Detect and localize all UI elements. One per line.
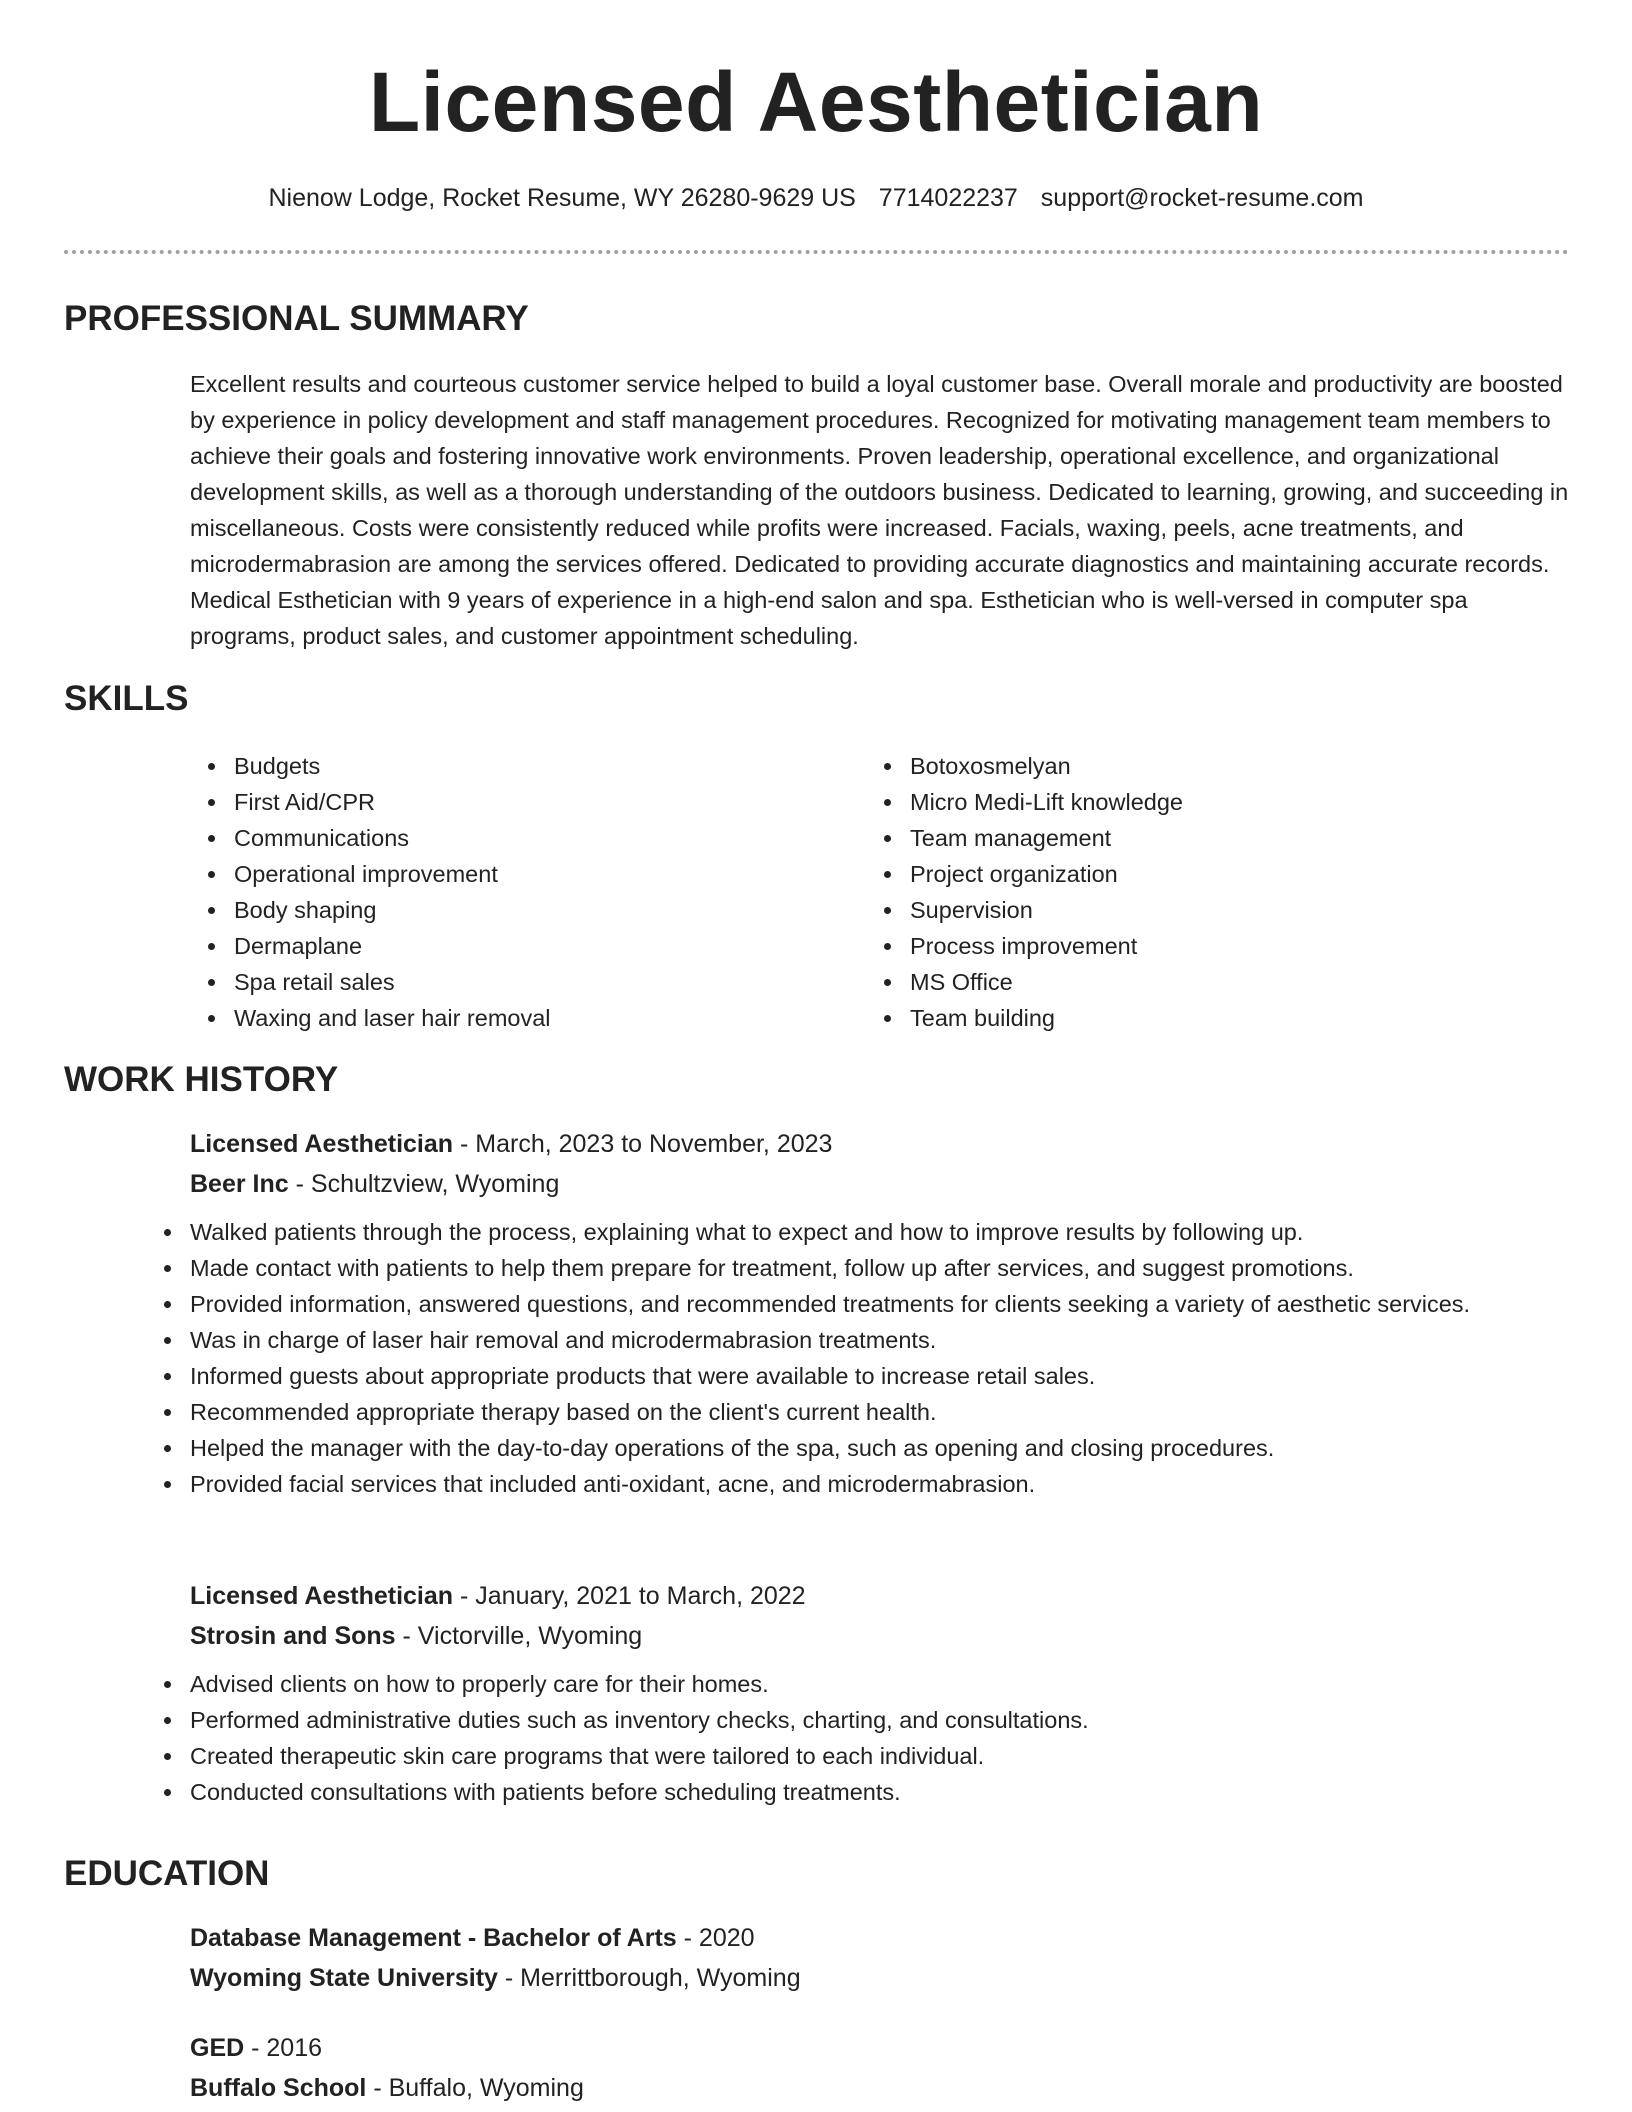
job-bullet: Provided facial services that included anti-oxidant, acne, and microdermabrasion. bbox=[146, 1466, 1570, 1502]
job-dates: - January, 2021 to March, 2022 bbox=[453, 1582, 806, 1610]
summary-heading: PROFESSIONAL SUMMARY bbox=[64, 299, 529, 338]
education-location: - Buffalo, Wyoming bbox=[366, 2074, 584, 2102]
job-location: - Victorville, Wyoming bbox=[395, 1622, 643, 1650]
job-bullet: Conducted consultations with patients before scheduling treatments. bbox=[146, 1774, 1570, 1810]
education-school-line bbox=[190, 2068, 1570, 2108]
job-bullet: Was in charge of laser hair removal and microdermabrasion treatments. bbox=[146, 1322, 1570, 1358]
job-bullet: Walked patients through the process, explaining what to expect and how to improve results by following up. bbox=[146, 1214, 1570, 1250]
job-location: - Schultzview, Wyoming bbox=[288, 1170, 560, 1198]
education-year: - 2016 bbox=[244, 2034, 323, 2062]
skill-item: Project organization bbox=[866, 856, 1466, 892]
job-company-line bbox=[190, 1616, 1570, 1656]
job-bullet: Provided information, answered questions, and recommended treatments for clients seeking a variety of aesthetic services. bbox=[146, 1286, 1570, 1322]
education-entry bbox=[190, 1918, 1570, 1998]
skill-item: Dermaplane bbox=[190, 928, 790, 964]
job-entry bbox=[190, 1124, 1570, 1502]
job-bullet: Recommended appropriate therapy based on the client's current health. bbox=[146, 1394, 1570, 1430]
skill-item: Communications bbox=[190, 820, 790, 856]
skill-item: MS Office bbox=[866, 964, 1466, 1000]
education-degree-line bbox=[190, 2028, 1570, 2068]
education-school-line bbox=[190, 1958, 1570, 1998]
job-company: Beer Inc bbox=[190, 1170, 289, 1198]
job-bullets bbox=[146, 1666, 1570, 1810]
skill-item: Team building bbox=[866, 1000, 1466, 1036]
summary-text: Excellent results and courteous customer service helped to build a loyal customer base. Overall morale and productivity are boosted by experience in policy development and staff management procedures. Recognized for motivating management team members to achieve their goals and fostering innovative work environments. Proven leadership, operational excellence, and organizational development skills, as well as a thorough understanding of the outdoors business. Dedicated to learning, growing, and succeeding in miscellaneous. Costs were consistently reduced while profits were increased. Facials, waxing, peels, acne treatments, and microdermabrasion are among the services offered. Dedicated to providing accurate diagnostics and maintaining accurate records. Medical Esthetician with 9 years of experience in a high-end salon and spa. Esthetician who is well-versed in computer spa programs, product sales, and customer appointment scheduling. bbox=[190, 371, 1569, 649]
skill-item: Process improvement bbox=[866, 928, 1466, 964]
education-year: - 2020 bbox=[676, 1924, 755, 1952]
skill-item: Waxing and laser hair removal bbox=[190, 1000, 790, 1036]
work-history-heading: WORK HISTORY bbox=[64, 1060, 339, 1099]
skill-item: Operational improvement bbox=[190, 856, 790, 892]
job-title-line bbox=[190, 1576, 1570, 1616]
education-degree: GED bbox=[190, 2034, 245, 2062]
job-bullet: Performed administrative duties such as inventory checks, charting, and consultations. bbox=[146, 1702, 1570, 1738]
skill-item: Team management bbox=[866, 820, 1466, 856]
skills-list-left bbox=[190, 748, 790, 1036]
job-title: Licensed Aesthetician bbox=[190, 1130, 454, 1158]
job-bullets bbox=[146, 1214, 1570, 1502]
job-bullet: Informed guests about appropriate products that were available to increase retail sales. bbox=[146, 1358, 1570, 1394]
skill-item: Micro Medi-Lift knowledge bbox=[866, 784, 1466, 820]
education-entry bbox=[190, 2028, 1570, 2108]
job-title: Licensed Aesthetician bbox=[190, 1582, 454, 1610]
skill-item: Supervision bbox=[866, 892, 1466, 928]
job-entry bbox=[190, 1576, 1570, 1810]
education-degree-line bbox=[190, 1918, 1570, 1958]
skill-item: Budgets bbox=[190, 748, 790, 784]
job-title-line bbox=[190, 1124, 1570, 1164]
contact-address: Nienow Lodge, Rocket Resume, WY 26280-9629 US bbox=[268, 184, 856, 212]
education-school: Buffalo School bbox=[190, 2074, 367, 2102]
job-bullet: Created therapeutic skin care programs that were tailored to each individual. bbox=[146, 1738, 1570, 1774]
education-location: - Merrittborough, Wyoming bbox=[497, 1964, 801, 1992]
job-company-line bbox=[190, 1164, 1570, 1204]
header-divider bbox=[64, 250, 1569, 254]
skills-heading: SKILLS bbox=[64, 679, 189, 718]
education-degree: Database Management - Bachelor of Arts bbox=[190, 1924, 677, 1952]
contact-line bbox=[0, 180, 1632, 216]
resume-title: Licensed Aesthetician bbox=[368, 55, 1264, 149]
contact-phone: 7714022237 bbox=[878, 184, 1018, 212]
job-dates: - March, 2023 to November, 2023 bbox=[453, 1130, 833, 1158]
job-bullet: Made contact with patients to help them prepare for treatment, follow up after services, and suggest promotions. bbox=[146, 1250, 1570, 1286]
skill-item: Botoxosmelyan bbox=[866, 748, 1466, 784]
job-bullet: Advised clients on how to properly care for their homes. bbox=[146, 1666, 1570, 1702]
job-bullet: Helped the manager with the day-to-day operations of the spa, such as opening and closing procedures. bbox=[146, 1430, 1570, 1466]
skill-item: Body shaping bbox=[190, 892, 790, 928]
contact-email: support@rocket-resume.com bbox=[1040, 184, 1364, 212]
skill-item: Spa retail sales bbox=[190, 964, 790, 1000]
education-heading: EDUCATION bbox=[64, 1854, 270, 1893]
education-school: Wyoming State University bbox=[190, 1964, 498, 1992]
job-company: Strosin and Sons bbox=[190, 1622, 396, 1650]
skills-list-right bbox=[866, 748, 1466, 1036]
skill-item: First Aid/CPR bbox=[190, 784, 790, 820]
